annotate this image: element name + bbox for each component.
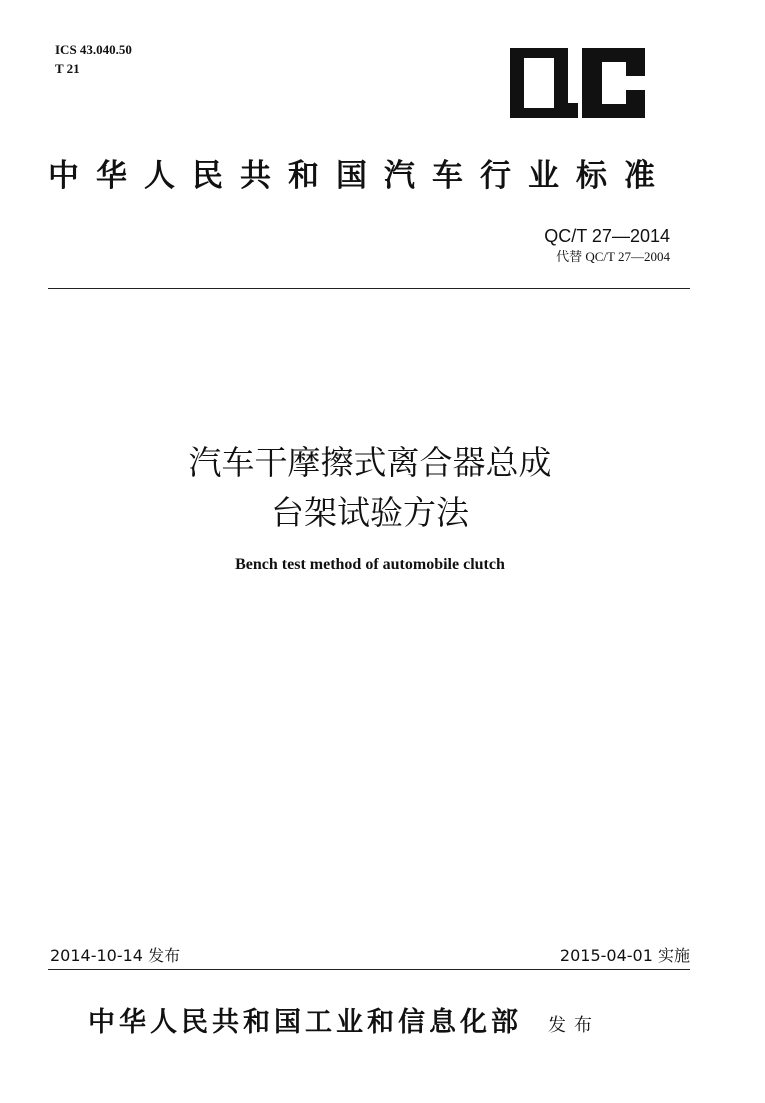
standard-code: QC/T 27—2014 xyxy=(544,226,670,246)
ics-code: ICS 43.040.50 xyxy=(55,42,132,57)
publish-verb: 发布 xyxy=(548,1015,600,1036)
title-line-1: 汽车干摩擦式离合器总成 xyxy=(188,443,552,482)
standard-type-heading: 中华人民共和国汽车行业标准 xyxy=(48,158,672,194)
bottom-divider xyxy=(48,969,690,970)
top-divider xyxy=(48,288,690,289)
issue-date: 2014-10-14 发布 xyxy=(50,946,181,965)
implementation-date: 2015-04-01 实施 xyxy=(559,946,690,965)
publisher-line xyxy=(88,1000,600,1039)
document-title-cn xyxy=(0,438,740,538)
title-line-2: 台架试验方法 xyxy=(271,493,469,532)
qc-logo xyxy=(510,48,645,118)
publisher-name: 中华人民共和国工业和信息化部 xyxy=(88,1007,522,1038)
classification-codes xyxy=(55,40,132,78)
document-title-en: Bench test method of automobile clutch xyxy=(235,556,505,573)
replaces-note: 代替 QC/T 27—2004 xyxy=(556,249,670,264)
ccs-code: T 21 xyxy=(55,61,80,76)
standard-number-block xyxy=(544,225,670,267)
